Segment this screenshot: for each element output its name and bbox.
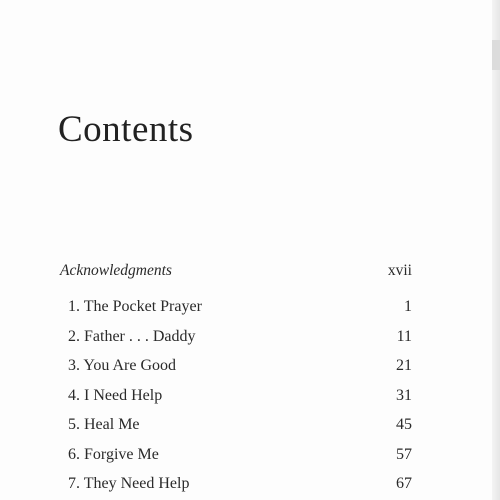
chapter-entry [68, 328, 412, 358]
chapter-page-number: 31 [396, 386, 412, 404]
chapter-title: 6. Forgive Me [68, 445, 159, 463]
chapter-title: 7. They Need Help [68, 475, 190, 492]
chapter-entry [68, 416, 412, 446]
chapter-list [68, 298, 412, 500]
chapter-entry [68, 298, 412, 328]
contents-heading: Contents [58, 109, 194, 150]
chapter-page-number: 57 [396, 445, 412, 463]
chapter-title: 3. You Are Good [68, 357, 177, 374]
acknowledgments-entry [60, 262, 412, 282]
chapter-title: 1. The Pocket Prayer [68, 298, 202, 315]
acknowledgments-label: Acknowledgments [60, 262, 172, 279]
chapter-title: 2. Father . . . Daddy [68, 327, 196, 345]
chapter-page-number: 11 [396, 327, 412, 345]
chapter-page-number: 21 [396, 357, 412, 374]
page-edge-shadow [492, 0, 500, 500]
page-edge-notch [492, 40, 500, 70]
chapter-entry [68, 387, 412, 417]
chapter-entry [68, 357, 412, 387]
chapter-entry [68, 475, 412, 500]
acknowledgments-page-number: xvii [387, 262, 412, 279]
chapter-entry [68, 446, 412, 476]
chapter-page-number: 67 [396, 475, 412, 492]
chapter-title: 4. I Need Help [68, 386, 163, 404]
chapter-page-number: 1 [404, 298, 412, 315]
chapter-page-number: 45 [396, 416, 412, 433]
chapter-title: 5. Heal Me [68, 416, 140, 433]
